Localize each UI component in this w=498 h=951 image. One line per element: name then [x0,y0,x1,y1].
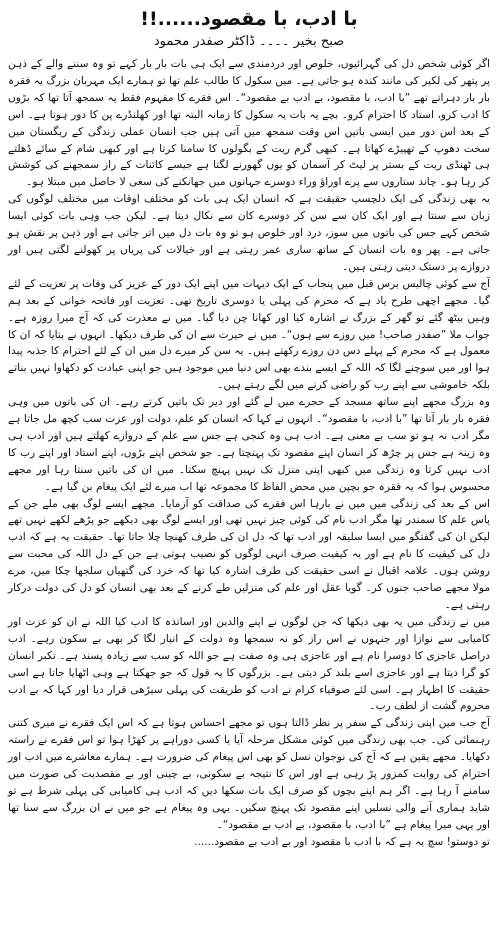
article-closing-line: تو دوستو! سچ یہ ہے کہ با ادب با مقصود اور بے ادب بے مقصود...... [194,835,490,848]
column-byline: صبح بخیر ۔۔۔۔ ڈاکٹر صفدر محمود [153,34,345,49]
article-body [8,56,490,851]
column-title: با ادب، با مقصود......!! [140,8,358,30]
article-paragraph: وہ بزرگ مجھے اپنے ساتھ مسجد کے حجرے میں لے گئے اور دیر تک باتیں کرتے رہے۔ ان کی باتوں میں وہی فقرہ بار بار آتا تھا ”با ادب، با مقصود“۔ انہوں نے کہا کہ انسان کو علم، دولت اور عزت سب کچھ مل جاتا ہے مگر ادب نہ ہو تو سب بے معنی ہے۔ ادب ہی وہ کنجی ہے جس سے علم کے دروازے کھلتے ہیں اور ادب ہی وہ زینہ ہے جس پر چڑھ کر انسان اپنے مقصود تک پہنچتا ہے۔ جو شخص اپنے بڑوں، اپنے استاد اور اپنے رب کا ادب نہیں کرتا وہ زندگی میں کبھی اپنی منزل تک نہیں پہنچ سکتا۔ میں ان کی باتیں سنتا رہا اور مجھے محسوس ہوا کہ یہ فقرہ جو بچپن میں محض الفاظ کا مجموعہ تھا اب میرے لئے ایک پیغام بن گیا ہے۔ [8,396,490,493]
article-paragraph: اس کے بعد کی زندگی میں میں نے بارہا اس فقرے کی صداقت کو آزمایا۔ مجھے ایسے لوگ بھی ملے جن کے پاس علم کا سمندر تھا مگر ادب نام کی کوئی چیز نہیں تھی اور ایسے لوگ بھی دیکھے جو پڑھے لکھے نہیں تھے لیکن ان کی گفتگو میں ایسا سلیقہ اور ادب تھا کہ دل ان کی طرف کھنچا چلا جاتا تھا۔ حقیقت یہ ہے کہ ادب دل کی کیفیت کا نام ہے اور یہ کیفیت صرف انہی لوگوں کو نصیب ہوتی ہے جن کے دل اللہ کی محبت سے روشن ہوں۔ علامہ اقبال نے اسی حقیقت کی طرف اشارہ کیا تھا کہ خرد کی گتھیاں سلجھا چکا میں، مرے مولا مجھے صاحب جنوں کر۔ گویا عقل اور علم کی منزلیں طے کرنے کے بعد بھی انسان کو دل کی دولت درکار رہتی ہے۔ [8,497,490,611]
article-paragraph: آج جب میں اپنی زندگی کے سفر پر نظر ڈالتا ہوں تو مجھے احساس ہوتا ہے کہ اس ایک فقرے نے میری کتنی رہنمائی کی۔ جب بھی زندگی میں کوئی مشکل مرحلہ آیا یا کسی دوراہے پر کھڑا ہوا تو اس فقرے نے راستہ دکھایا۔ مجھے یقین ہے کہ آج کی نوجوان نسل کو بھی اس پیغام کی ضرورت ہے۔ ہمارے معاشرے میں ادب اور احترام کی روایت کمزور پڑ رہی ہے اور اس کا نتیجہ بے سکونی، بے چینی اور بے مقصدیت کی صورت میں سامنے آ رہا ہے۔ اگر ہم اپنے بچوں کو صرف ایک بات سکھا دیں کہ ادب ہی کامیابی کی پہلی شرط ہے تو شاید ہماری آنے والی نسلیں اپنے مقصود تک پہنچ سکیں۔ یہی وہ پیغام ہے جو میں نے ان بزرگ سے سنا تھا اور یہی میرا پیغام ہے ”با ادب، با مقصود، بے ادب بے مقصود“۔ [8,717,490,831]
article-paragraph: آج سے کوئی چالیس برس قبل میں پنجاب کے ایک دیہات میں اپنے ایک دور کے عزیز کی وفات پر تعزیت کے لئے گیا۔ مجھے اچھی طرح یاد ہے کہ محرم کی پہلی یا دوسری تاریخ تھی۔ تعزیت اور فاتحہ خوانی کے بعد ہم وہیں بیٹھ گئے تو گھر کے بزرگ نے اشارہ کیا اور کھانا چن دیا گیا۔ میں نے معذرت کی کہ آج میرا روزہ ہے۔ جواب ملا ”صفدر صاحب! میں روزے سے ہوں“۔ میں نے حیرت سے ان کی طرف دیکھا۔ انہوں نے بتایا کہ ان کا معمول ہے کہ محرم کے پہلے دس دن روزے رکھتے ہیں۔ یہ سن کر میرے دل میں ان کے لئے احترام کا جذبہ پیدا ہوا اور میں سوچنے لگا کہ اللہ کے ایسے بندے بھی اس دنیا میں موجود ہیں جو اپنی عبادت کو دکھاوا نہیں بناتے بلکہ خاموشی سے اپنے رب کو راضی کرنے میں لگے رہتے ہیں۔ [8,277,490,392]
article-paragraph: یہ بھی زندگی کی ایک دلچسپ حقیقت ہے کہ انسان ایک ہی بات کو مختلف اوقات میں مختلف لوگوں کی زبان سے سنتا ہے اور ایک کان سے سن کر دوسرے کان سے نکال دیتا ہے۔ لیکن جب وہی بات کوئی ایسا شخص کہے جس کی باتوں میں سوز، درد اور خلوص ہو تو وہ بات دل میں اتر جاتی ہے اور ذہن پر نقش ہو جاتی ہے۔ پھر وہ بات انسان کے ساتھ ساری عمر رہتی ہے اور خیالات کی پریاں پر کھولنے لگتی ہیں اور دروازے پر دستک دیتی رہتی ہیں۔ [8,193,490,273]
article-paragraph: اگر کوئی شخص دل کی گہرائیوں، خلوص اور دردمندی سے ایک ہی بات بار بار کہے تو وہ سننے والے کے ذہن پر پتھر کی لکیر کی مانند کندہ ہو جاتی ہے۔ میں سکول کا طالب علم تھا تو ہمارے ایک مہربان بزرگ یہ فقرہ بار بار دہراتے تھے ”با ادب، با مقصود، بے ادب بے مقصود“۔ اس فقرے کا مفہوم فقط یہ سمجھ آتا تھا کہ بڑوں کا ادب کرو، استاد کا احترام کرو۔ بچے یہ بات یہ سکول کا زمانہ البتہ تھا اور کھلنڈرے پن کا دور ہوتا ہے۔ اس کے بعد اس دور میں ایسی باتیں اس وقت سمجھ میں آتی ہیں جب انسان عملی زندگی کے ریگستان میں سخت دھوپ کے تھپیڑے کھاتا ہے۔ کبھی گرم ریت کے بگولوں کا سامنا کرتا ہے اور کبھی شام کے سائے ڈھلتے ہی ٹھنڈی ریت کے بستر پر لیٹ کر آسمان کو یوں گھورنے لگتا ہے جیسے کائنات کے راز سمجھنے کی کوشش کر رہا ہو۔ چاند ستاروں سے پرے اوراؤ وراء دوسرے جہانوں میں جھانکنے کی سعی لا حاصل میں مبتلا ہو۔ [8,58,490,189]
article-paragraph: میں نے زندگی میں یہ بھی دیکھا کہ جن لوگوں نے اپنے والدین اور اساتذہ کا ادب کیا اللہ نے ان کو عزت اور کامیابی سے نوازا اور جنہوں نے اس راز کو نہ سمجھا وہ دولت کے انبار لگا کر بھی بے سکون رہے۔ ادب دراصل عاجزی کا دوسرا نام ہے اور عاجزی ہی وہ صفت ہے جو اللہ کو سب سے زیادہ پسند ہے۔ تکبر انسان کو گرا دیتا ہے اور عاجزی اسے بلند کر دیتی ہے۔ بزرگوں کا یہ قول کہ جو جھکتا ہے وہی اٹھایا جاتا ہے اسی حقیقت کا اظہار ہے۔ اسی لئے صوفیاء کرام نے ادب کو طریقت کی پہلی سیڑھی قرار دیا اور کہا کہ بے ادب محروم گشت از لطف رب۔ [8,615,490,713]
